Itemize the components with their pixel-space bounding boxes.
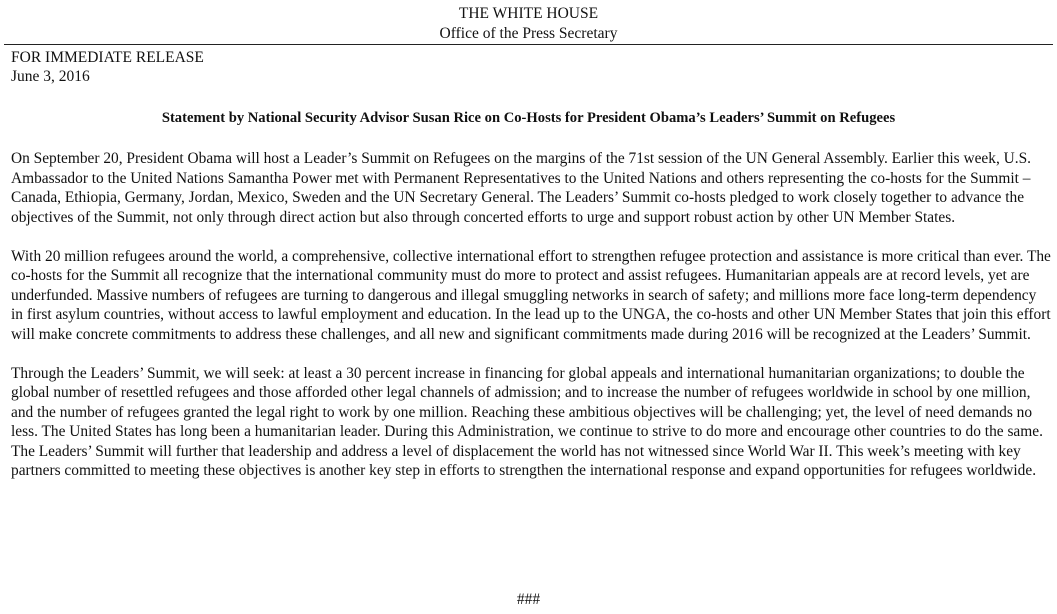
paragraph: Through the Leaders’ Summit, we will seek: at least a 30 percent increase in financing for global appeals and international humanitarian organizations; to double the global number of resettled refugees and those afforded other legal channels of admission; and to increase the number of refugees worldwide in school by one million, and the number of refugees granted the legal right to work by one million. Reaching these ambitious objectives will be challenging; yet, the level of need demands no less. The United States has long been a humanitarian leader. During this Administration, we continue to strive to do more and encourage other countries to do the same. The Leaders’ Summit will further that leadership and address a level of displacement the world has not witnessed since World War II. This week’s meeting with key partners committed to meeting these objectives is another key step in efforts to strengthen the international response and expand opportunities for refugees worldwide. <box>11 364 1043 479</box>
release-date: June 3, 2016 <box>11 68 90 85</box>
paragraph: With 20 million refugees around the world, a comprehensive, collective international effort to strengthen refugee protection and assistance is more critical than ever. The co-hosts for the Summit all recognize that the international community must do more to protect and assist refugees. Humanitarian appeals are at record levels, yet are underfunded. Massive numbers of refugees are turning to dangerous and illegal smuggling networks in search of safety; and millions more face long-term dependency in first asylum countries, without access to lawful employment and education. In the lead up to the UNGA, the co-hosts and other UN Member States that join this effort will make concrete commitments to address these challenges, and all new and significant commitments made during 2016 will be recognized at the Leaders’ Summit. <box>11 247 1051 343</box>
paragraph: On September 20, President Obama will host a Leader’s Summit on Refugees on the margins of the 71st session of the UN General Assembly. Earlier this week, U.S. Ambassador to the United Nations Samantha Power met with Permanent Representatives to the United Nations and others representing the co-hosts for the Summit – Canada, Ethiopia, Germany, Jordan, Mexico, Sweden and the UN Secretary General. The Leaders’ Summit co-hosts pledged to work closely together to advance the objectives of the Summit, not only through direct action but also through concerted efforts to urge and support robust action by other UN Member States. <box>11 150 1032 226</box>
statement-body <box>11 149 1051 500</box>
letterhead <box>0 4 1057 44</box>
letterhead-org: THE WHITE HOUSE <box>458 5 599 22</box>
release-label: FOR IMMEDIATE RELEASE <box>11 49 204 66</box>
end-mark: ### <box>516 591 541 608</box>
header-rule <box>4 44 1053 45</box>
release-block <box>11 48 204 86</box>
statement-title: Statement by National Security Advisor Susan Rice on Co-Hosts for President Obama’s Leaders’ Summit on Refugees <box>161 110 896 126</box>
letterhead-office: Office of the Press Secretary <box>439 25 618 42</box>
